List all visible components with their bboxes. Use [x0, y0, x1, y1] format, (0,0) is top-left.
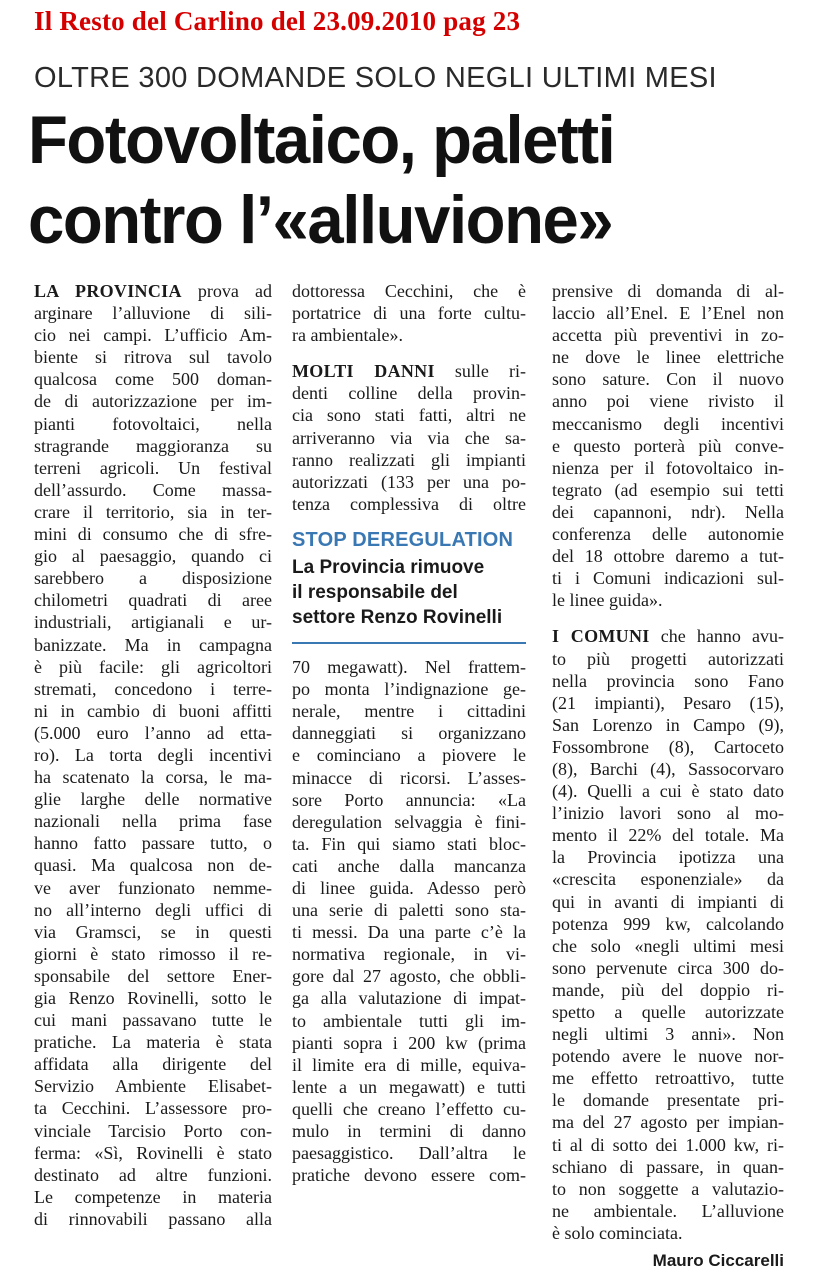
text-line: conferenza delle autonomie — [552, 524, 784, 545]
text-line: sore Porto annuncia: «La — [292, 789, 526, 810]
sidebar-box-title: STOP DEREGULATION — [292, 528, 514, 551]
text-line: ro). La torta degli incentivi — [34, 744, 272, 765]
lead-in: LA PROVINCIA — [34, 281, 182, 301]
text-line: chilometri quadrati di aree — [34, 590, 272, 611]
headline-line: contro l’«alluvione» — [28, 182, 613, 258]
text-line: po monta l’indignazione ge- — [292, 679, 526, 700]
subtitle-line: il responsabile del — [292, 582, 458, 604]
body-text — [552, 280, 784, 611]
text-line: cui mani passavano tutte le — [34, 1010, 272, 1031]
text-line: di linee guida. Adesso però — [292, 877, 526, 898]
text-line: dell’assurdo. Come massa- — [34, 479, 272, 500]
paragraph-opening-line — [552, 625, 784, 647]
text-line: (8), Barchi (4), Sassocorvaro — [552, 758, 784, 779]
text-line: danneggiati si organizzano — [292, 723, 526, 744]
text-line: Le competenze in materia — [34, 1186, 272, 1207]
text-line: pratiche devono essere com- — [292, 1165, 526, 1186]
text-line: cati anche dalla mancanza — [292, 855, 526, 876]
text-line: schiano di passare, in quan- — [552, 1156, 784, 1177]
text-line: una serie di paletti sono sta- — [292, 900, 526, 921]
text-line: ha scatenato la corsa, le ma- — [34, 767, 272, 788]
text-line: biente si ritrova sul tavolo — [34, 347, 272, 368]
text-line: qualcosa come 500 doman- — [34, 369, 272, 390]
body-text — [552, 648, 784, 1245]
text-line: minacce di ricorsi. L’asses- — [292, 767, 526, 788]
text-line: ta Cecchini. L’assessore pro- — [34, 1098, 272, 1119]
text-line: (5.000 euro l’anno ad etta- — [34, 722, 272, 743]
text-line: arriveranno via via che sa- — [292, 427, 526, 448]
sidebar-box-subtitle — [292, 555, 526, 644]
body-text — [292, 656, 526, 1186]
text-line: il limite era di mille, equiva- — [292, 1054, 526, 1075]
text-line: e cominciano a piovere le — [292, 745, 526, 766]
text-line: ne dove le linee elettriche — [552, 347, 784, 368]
text-line: cia sono stati fatti, altri ne — [292, 405, 526, 426]
text-line: San Lorenzo in Campo (9), — [552, 714, 784, 735]
text-line: 70 megawatt). Nel frattem- — [292, 657, 526, 678]
text-line: che solo «negli ultimi mesi — [552, 935, 784, 956]
text-line: (21 impianti), Pesaro (15), — [552, 692, 784, 713]
body-text — [34, 302, 272, 1230]
text-line: di rinnovabili passano alla — [34, 1208, 272, 1229]
text-line: vinciale Tarcisio Porto con- — [34, 1120, 272, 1141]
text-line: negli ultimi 3 anni». Non — [552, 1024, 784, 1045]
text-line: pianti sopra i 200 kw (prima — [292, 1032, 526, 1053]
text-line: dottoressa Cecchini, che è — [292, 281, 526, 301]
text-line: terreni agricoli. Un festival — [34, 457, 272, 478]
text-line: ra ambientale». — [292, 325, 403, 346]
text-line: quelli che creano l’effetto cu- — [292, 1098, 526, 1119]
text-line: mento il 22% del totale. Ma — [552, 825, 784, 846]
text-line: qui in avanti di impianti di — [552, 891, 784, 912]
text-line: crare il territorio, sia in ter- — [34, 501, 272, 522]
text-line: via Gramsci, se in questi — [34, 921, 272, 942]
text-line: potendo avere le nuove nor- — [552, 1046, 784, 1067]
text-line: glie larghe delle normative — [34, 789, 272, 810]
text-line: nella provincia sono Fano — [552, 670, 784, 691]
text-line: deregulation selvaggia è fini- — [292, 811, 526, 832]
text-line: normativa regionale, in vi- — [292, 944, 526, 965]
text-line: nazionali nella prima fase — [34, 811, 272, 832]
text-line: tenza complessiva di oltre — [292, 493, 526, 514]
text-line: laccio all’Enel. E l’Enel non — [552, 303, 784, 324]
text-line: l’inizio lavori sono al mo- — [552, 803, 784, 824]
article-kicker: OLTRE 300 DOMANDE SOLO NEGLI ULTIMI MESI — [34, 62, 717, 94]
paragraph-opening-line — [34, 280, 272, 302]
text-line: de di autorizzazione per im- — [34, 391, 272, 412]
paragraph-gap — [292, 346, 526, 360]
lead-in: MOLTI DANNI — [292, 361, 435, 382]
text-line: destinato ad altre funzioni. — [34, 1164, 272, 1185]
lead-in: I COMUNI — [552, 626, 650, 647]
text-line: stremati, concedono i terre- — [34, 678, 272, 699]
text-line: mulo in termini di danno — [292, 1121, 526, 1141]
text-line: to ambientale tutti gli im- — [292, 1010, 526, 1031]
text-line: la Provincia ipotizza una — [552, 847, 784, 868]
text-line: paesaggistico. Dall’altra le — [292, 1143, 526, 1164]
text-line: ve aver funzionato nemme- — [34, 877, 272, 898]
text-line: banizzate. Ma in campagna — [34, 634, 272, 655]
text-line: ti messi. Da una parte c’è la — [292, 922, 526, 943]
body-text — [292, 382, 526, 515]
text-line: gore dal 27 agosto, che obbli- — [292, 966, 526, 987]
subtitle-line: La Provincia rimuove — [292, 557, 485, 579]
paragraph-opening-line — [292, 360, 526, 382]
text-line: le linee guida». — [552, 590, 663, 611]
text-line: to non soggette a valutazio- — [552, 1178, 784, 1199]
text-line: dei capannoni, ndr). Nella — [552, 501, 784, 522]
text-run: sulle ri- — [434, 361, 526, 382]
text-line: Servizio Ambiente Elisabet- — [34, 1076, 272, 1097]
text-run: che hanno avu- — [649, 626, 784, 647]
text-line: anno poi viene rivisto il — [552, 391, 784, 412]
text-line: pratiche. La materia è stata — [34, 1032, 272, 1053]
text-line: sarebbero a disposizione — [34, 568, 272, 589]
subtitle-line: settore Renzo Rovinelli — [292, 607, 503, 629]
text-line: ne ambientale. L’alluvione — [552, 1200, 784, 1221]
text-line: tegrato (ad esempio sui tetti — [552, 479, 784, 500]
text-line: e questo porterà più conve- — [552, 435, 784, 456]
text-line: hanno fatto passare tutto, o — [34, 833, 272, 854]
text-line: mande, più del doppio ri- — [552, 979, 784, 1000]
text-line: giorni è stato rimosso il re- — [34, 943, 272, 964]
text-line: gia Renzo Rovinelli, sotto le — [34, 988, 272, 1008]
text-line: «crescita esponenziale» da — [552, 869, 784, 890]
text-line: (4). Quelli a cui è stato dato — [552, 781, 784, 802]
text-line: è solo cominciata. — [552, 1222, 683, 1243]
text-line: quasi. Ma qualcosa non de- — [34, 855, 272, 876]
text-line: portatrice di una forte cultu- — [292, 303, 526, 324]
text-line: del 18 ottobre daremo a tut- — [552, 546, 784, 567]
text-line: ga alla valutazione di impat- — [292, 988, 526, 1009]
text-line: nerale, mentre i cittadini — [292, 701, 526, 722]
text-line: affidata alla dirigente del — [34, 1054, 272, 1075]
headline-line: Fotovoltaico, paletti — [28, 102, 615, 178]
text-line: sono sature. Con il nuovo — [552, 369, 784, 390]
text-line: ranno realizzati gli impianti — [292, 449, 526, 470]
text-line: nienza per il fotovoltaico in- — [552, 457, 784, 478]
text-line: to più progetti autorizzati — [552, 648, 784, 669]
article-column-2 — [292, 280, 526, 1186]
text-run: prova ad — [181, 281, 272, 301]
author-byline: Mauro Ciccarelli — [652, 1251, 784, 1271]
article-column-3 — [552, 280, 784, 1272]
source-line: Il Resto del Carlino del 23.09.2010 pag 23 — [34, 6, 521, 36]
text-line: spetto a quelle autorizzate — [552, 1002, 784, 1022]
text-line: è più facile: gli agricoltori — [34, 656, 272, 677]
article-column-1 — [34, 280, 272, 1230]
text-line: ta. Fin qui siamo stati bloc- — [292, 833, 526, 854]
text-line: sponsabile del settore Ener- — [34, 965, 272, 986]
text-line: denti colline della provin- — [292, 383, 526, 404]
text-line: stragrande maggioranza su — [34, 435, 272, 456]
text-line: gio al paesaggio, quando ci — [34, 546, 272, 567]
text-line: arginare l’alluvione di sili- — [34, 303, 272, 324]
text-line: pianti fotovoltaici, nella — [34, 413, 272, 434]
text-line: prensive di domanda di al- — [552, 281, 784, 301]
text-line: Fossombrone (8), Cartoceto — [552, 736, 784, 757]
text-line: meccanismo degli incentivi — [552, 413, 784, 434]
text-line: ma del 27 agosto per impian- — [552, 1112, 784, 1133]
text-line: ti i Comuni indicazioni sul- — [552, 568, 784, 589]
text-line: le domande presentate pri- — [552, 1090, 784, 1111]
text-line: me effetto retroattivo, tutte — [552, 1068, 784, 1089]
article-headline — [28, 100, 786, 260]
body-text — [292, 280, 526, 346]
text-line: no all’interno degli uffici di — [34, 899, 272, 920]
text-line: ti al di sotto dei 1.000 kw, ri- — [552, 1134, 784, 1155]
paragraph-gap — [552, 611, 784, 625]
text-line: autorizzati (133 per una po- — [292, 471, 526, 492]
text-line: ferma: «Sì, Rovinelli è stato — [34, 1142, 272, 1163]
text-line: cio nei campi. L’ufficio Am- — [34, 325, 272, 346]
text-line: sono pervenute circa 300 do- — [552, 957, 784, 978]
text-line: industriali, artigianali e ur- — [34, 612, 272, 633]
text-line: ni in cambio di buoni affitti — [34, 700, 272, 721]
text-line: accetta più preventivi in zo- — [552, 325, 784, 346]
text-line: potenza 999 kw, calcolando — [552, 913, 784, 934]
text-line: mini di consumo che di sfre- — [34, 524, 272, 545]
text-line: lente a un megawatt) e tutti — [292, 1076, 526, 1097]
